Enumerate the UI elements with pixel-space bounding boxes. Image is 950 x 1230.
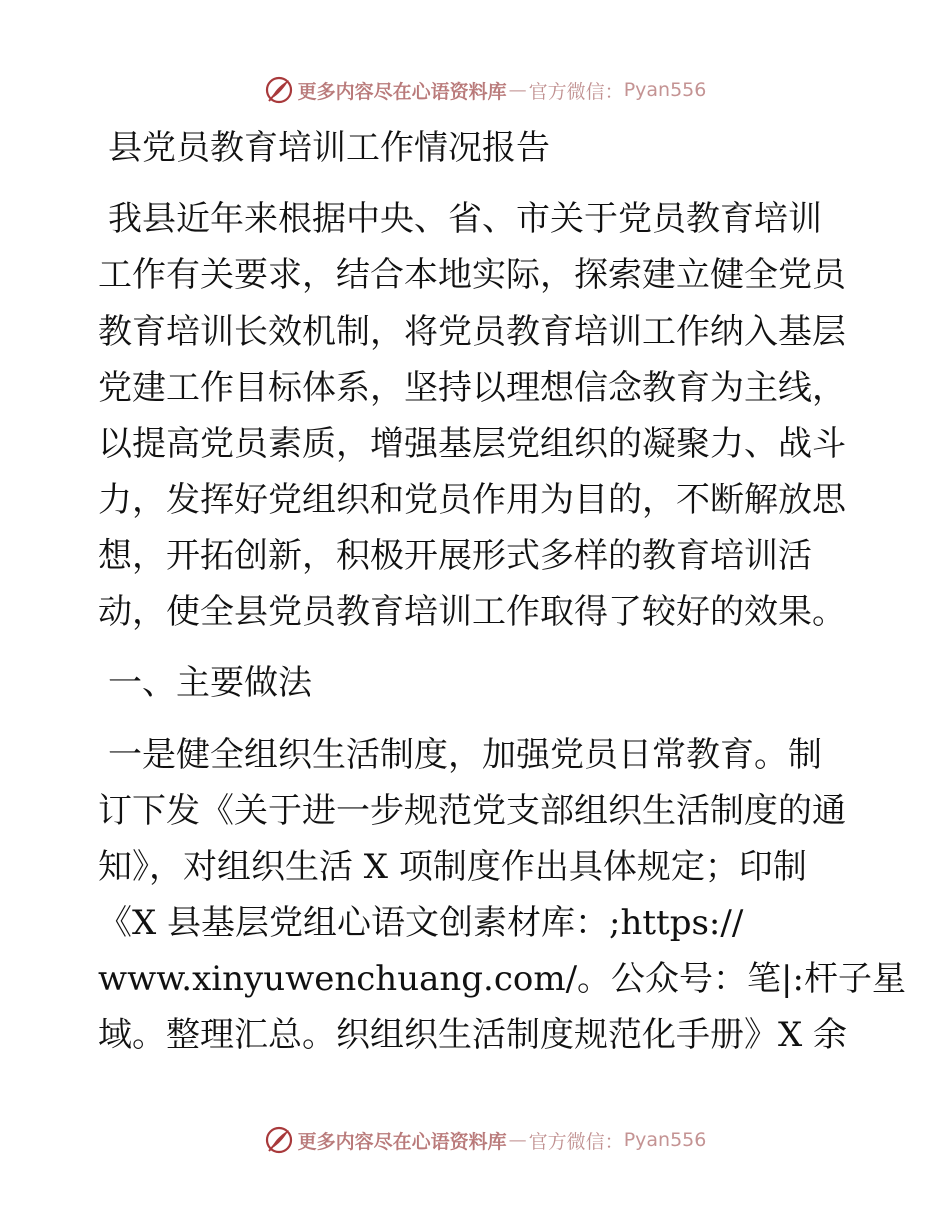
banner-wechat-id: Pyan556 bbox=[623, 1129, 707, 1151]
banner-dash: — bbox=[508, 1129, 527, 1151]
footer-watermark-banner bbox=[0, 1120, 950, 1160]
banner-main-text: 更多内容尽在心语资料库 bbox=[297, 80, 507, 103]
section-heading: 一、主要做法 bbox=[108, 663, 312, 703]
banner-label: 官方微信： bbox=[528, 1130, 624, 1153]
quill-logo-icon bbox=[264, 75, 294, 105]
paragraph-line: 力，发挥好党组织和党员作用为目的，不断解放思 bbox=[98, 480, 846, 520]
paragraph-line: 教育培训长效机制，将党员教育培训工作纳入基层 bbox=[98, 312, 846, 352]
document-title: 县党员教育培训工作情况报告 bbox=[108, 128, 550, 168]
banner-label: 官方微信： bbox=[528, 80, 624, 103]
paragraph-line: 一是健全组织生活制度，加强党员日常教育。制 bbox=[108, 735, 822, 775]
paragraph-line: 我县近年来根据中央、省、市关于党员教育培训 bbox=[108, 199, 822, 239]
banner-main-text: 更多内容尽在心语资料库 bbox=[297, 1130, 507, 1153]
banner-dash: — bbox=[508, 79, 527, 101]
paragraph-line: 工作有关要求，结合本地实际，探索建立健全党员 bbox=[98, 255, 846, 295]
banner-wechat-id: Pyan556 bbox=[623, 79, 707, 101]
paragraph-line: 域。整理汇总。织组织生活制度规范化手册》X 余 bbox=[98, 1015, 848, 1055]
quill-logo-icon bbox=[264, 1125, 294, 1155]
paragraph-line: 知》，对组织生活 X 项制度作出具体规定；印制 bbox=[98, 847, 807, 887]
paragraph-line: 订下发《关于进一步规范党支部组织生活制度的通 bbox=[98, 791, 846, 831]
paragraph-line: 《X 县基层党组心语文创素材库：;https:// bbox=[98, 903, 744, 943]
paragraph-line: 党建工作目标体系，坚持以理想信念教育为主线， bbox=[98, 368, 846, 408]
paragraph-line: 动，使全县党员教育培训工作取得了较好的效果。 bbox=[98, 592, 846, 632]
paragraph-line: 想，开拓创新，积极开展形式多样的教育培训活 bbox=[98, 536, 812, 576]
paragraph-line: www.xinyuwenchuang.com/。公众号：笔|:杆子星 bbox=[98, 959, 906, 999]
header-watermark-banner bbox=[0, 70, 950, 110]
paragraph-line: 以提高党员素质，增强基层党组织的凝聚力、战斗 bbox=[98, 424, 846, 464]
